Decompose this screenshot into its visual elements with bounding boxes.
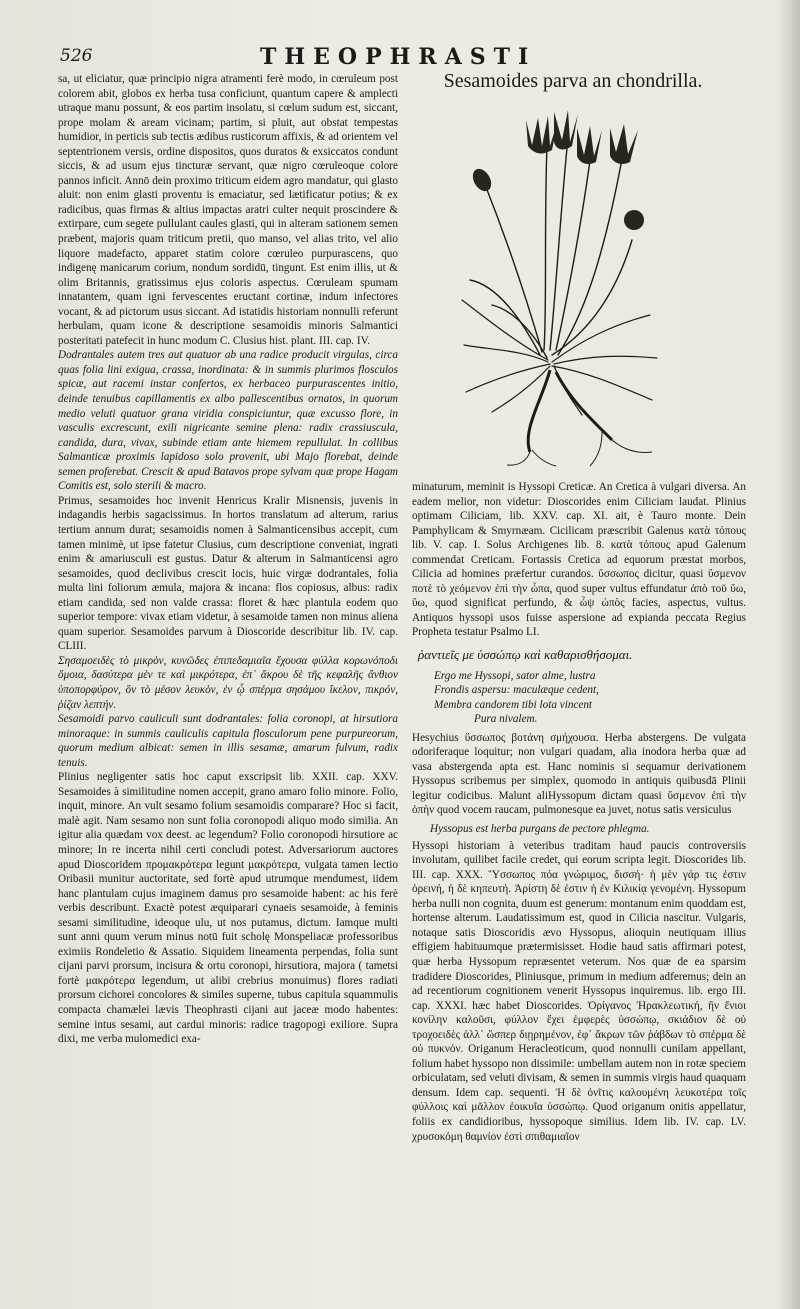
- latin-verse: [434, 669, 746, 727]
- right-paragraph: minaturum, meminit is Hyssopi Creticæ. An Cretica à vulgari diversa. An eadem melior, non videtur: Dioscorides enim Ciliciam laudat. Plinius optimam Ciliciam, lib. XXV. cap. XI. ait, è Tauro monte. Dein Pamphylicam & Smyrnæam. Cicilicam præscribit Galenus κατὰ τόπους lib. V. cap. I. Solus Archigenes lib. 8. κατὰ τόπους apud Galenum commendat Creticam. Fortassis Cretica ad equorum præstat morbos, Cilicia ad homines præfertur curandos. ὕσσωπος dicitur, quasi ὕσμενον ποτὲ τὸ χεόμενον ἐπὶ τὴν ὦπα, quod super vultus effundatur ἀπὸ τοῦ ὕω, ὕω, quod significat perfundo, & ὦψ ὠπὸς facies, aspectus, vultus. Antiquos hyssopi usos fuisse aspersione ad expianda peccata Regius Propheta testatur Psalmo LI.: [412, 481, 746, 639]
- left-paragraph: Sesamoidi parvo cauliculi sunt dodrantales: folia coronopi, at hirsutiora minoraque: in summis cauliculis capitula flosculorum pene purpureorum, quorum medium albicat: semen in illis sesamæ, amarum fulvum, radix tenuis.: [58, 713, 398, 769]
- page-number: 526: [60, 46, 93, 66]
- left-paragraph: sa, ut eliciatur, quæ principio nigra atramenti ferè modo, in cœruleum post colorem abit, globos ex herba tusa conficiunt, quantum capere & amplecti utraque manu possunt, & eos partim insolatu, si cœlum sudum est, siccant, prope molam & aream vicinam; partim, si pluit, aut obstat tempestas humidior, in perticis sub tectis ædibus rusticorum affixis, & ad orientem vel septentrionem versis, ordine dispositos, quos duratos & exsiccatos condunt siccis, & ad usum ejus tincturæ servant, quæ nigro cœruleoque colore pannos inficit. Annō dein proximo triticum eidem agro mandatur, qui glasto aluit: non enim glasti proventu is emaciatur, sed lætificatur potius; & ex radicibus, quas firmas & altius impactas aratri culter nequit proscindere & extirpare, cum segete pullulant caules glasti, qui in alteram sationem semen præbent, majoris quam triticum pretii, quo manso, vel alias trito, vel alio liquore madefacto, apparet statim colore cœruleo purpurascens, quo indigenę manicarum corium, nondum sordidū, tingunt. Est enim illis, ut & olim Britannis, gratissimus ejus coloris aspectus. Cœruleam spumam innatantem, quam igni fervescentes eructant cortinæ, indum infectores vocant, & ad pictorum usus siccant. Ad istatidis historiam nonnulli referunt herbulam, quam icone & descriptione sesamoidis minoris Salmantici posteritati patefecit in hunc modum C. Clusius hist. plant. III. cap. IV.: [58, 73, 398, 347]
- right-paragraph: Hyssopi historiam à veteribus traditam haud paucis controversiis involutam, quilibet facile credet, qui eorum scripta legit. Dioscorides lib. III. cap. XXX. Ὕσσωπος πόα γνώριμος, δισσή· ἡ μὲν γάρ τις ἐστιν ὀρεινή, ἡ δὲ κηπευτή. Ἀρίστη δὲ ἐστιν ἡ ἐν Κιλικίᾳ γενομένη. Hyssopum herba nulli non cognita, duum est generum: montanum enim quoddam est, hortense alterum. Laudatissimum est, quod in Cilicia nascitur. Vulgaris, notaque satis Dioscoridis ævo Hyssopus, alioquin neutiquam illius effigiem habituumque prætermisisset. Hodie haud satis affirmari potest, quæ herba Hyssopum repræsentet veterum. Nos quæ de ea sparsim tradidere Dioscorides, Pliniusque, primum in medium adferemus; dein an ad recentiorum cognitionem venerit Hyssopus inquiremus. lib. ergo III. cap. XXXI. hæc habet Dioscorides. Ὀρίγανος Ἡρακλεωτική, ἣν ἔνιοι κονίλην καλοῦσι, φύλλον ἔχει ἐμφερὲς ὑσσώπῳ, σκιάδιον δὲ οὐ τροχοειδὲς ἀλλ᾽ ὥσπερ διῃρημένον, ἐφ᾽ ἄκρων τῶν ῥάβδων τὸ σπέρμα δὲ οὐ πυκνόν. Origanum Heracleoticum, quod nonnulli cunilam appellant, folium habet hyssopo non dissimile: umbellam autem non in rotæ speciem orbiculatam, sed veluti divisam, & semen in summis virgis haud quaquam densum. Idem cap. sequenti. Ἡ δὲ ὀνῖτις καλουμένη λευκοτέρα τοῖς φύλλοις καὶ μᾶλλον ἐοικυῖα ὑσσώπῳ. Quod origanum onitis appellatur, foliis ex candidioribus, hyssopoque similius. Idem lib. IV. cap. LV. χρυσοκόμη θαμνίον ἐστὶ σπιθαμιαῖον: [412, 839, 746, 1143]
- verse-line: Frondis aspersu: maculæque cedent,: [434, 684, 599, 697]
- verse-line: Pura nivalem.: [474, 713, 538, 726]
- running-title: THEOPHRASTI: [260, 44, 537, 70]
- right-column: [412, 480, 746, 1300]
- greek-verse: ῥαντιεῖς με ὑσσώπῳ καὶ καθαρισθήσομαι.: [418, 647, 633, 663]
- verse-line: Ergo me Hyssopi, sator alme, lustra: [434, 669, 596, 682]
- left-column: [58, 72, 398, 1294]
- left-paragraph: Plinius negligenter satis hoc caput exscripsit lib. XXII. cap. XXV. Sesamoides à similitudine nomen accepit, grano amaro folio minore. Folio, inquit, minore. An vult sesamo folium sesamoidis comparare? Hoc si facit, malè agit. Nam sesamo non sunt folia coronopodi aliquo modo similia. An igitur alia quædam vox deest. ac legendum? Folio coronopodi hirsutiore ac minore; In re incerta nihil certi concludi potest. Adversariorum auctores apud Dioscoridem προμακρότερα legunt μακρότερα, vulgata tamen lectio Oribasii munitur auctoritate, sed fortè apud utrumque mendumest, iidem hanc plantulam cujus imaginem damus pro sesamoide habent: ac his ferè verbis describunt. Exactè potest æquiparari cynaeis sesamoide, à feminis sesami similitudine, ideoque ulu, ut nos putamus, dictum. Iamque multi sunt anni quum verum minus notū fuit scholę Monspeliacæ professoribus eximiis Rondeletio & Assatio. Siquidem lineamenta perpendas, folia sunt cijani parvi prorsum, incisura & ortu coronopi, hirsutiora, majora ( tametsi fortè μακρότερα legendum, ut alibi crebrius monuimus) flores radiati prorsum cichorei concolores & similes superne, tubus capitula squammulis compacta chamælei lævis Theophrasti cijani aut jaceæ modo habentes: semine intus sesami, aut cardui minoris: radice tragopogi exiliore. Supra dixi, me verba mulomedici exa-: [58, 771, 398, 1046]
- illustration-caption: Sesamoides parva an chondrilla.: [443, 70, 703, 92]
- verse-line: Membra candorem tibi lota vincent: [434, 698, 593, 711]
- left-paragraph-greek: Σησαμοειδὲς τὸ μικρὸν, κυνῶδες ἐπιπεδαμιαῖα ἔχουσα φύλλα κορωνόποδι ὅμοια, δασύτερα μὲν τε καὶ μικρότερα, ἐπ᾽ ἄκρου δὲ τῆς κεφαλῆς ἄνθιον ὑποπορφύρον, ὃν τὸ μέσον λευκὸν, ἐν ᾧ σπέρμα σησάμου ἴκελον, πικρόν, ῥίζαν λεπτήν.: [58, 654, 398, 711]
- plant-woodcut: [452, 100, 667, 470]
- italic-maxim: Hyssopus est herba purgans de pectore phlegma.: [430, 823, 650, 836]
- right-paragraph: Hesychius ὕσσωπος βοτάνη σμήχουσα. Herba abstergens. De vulgata odoriferaque loquitur; non vulgari quadam, alia inodora herba quæ ad vasa abstergenda apta est. Hanc nominis si sequamur derivationem Hyssopus scribemus per simplex, quomodo in antiquis quibusdā Plinii legitur codicibus. Malunt aliHyssopum dictam quasi ὕσμενον ἐπὶ τὴν ὀπὴν quod vocem raucam, pulmonesque ea juvet, notus satis versiculus: [412, 731, 746, 817]
- left-paragraph: Primus, sesamoides hoc invenit Henricus Kralir Misnensis, juvenis in indagandis herbis sagacissimus. In hortos translatum ad alterum, rarius tertium annum durat; sesamoidis nomen à Salmanticensibus accepit, cum tamen minimè, ut ipse fatetur Clusius, cum descriptione conveniat, ingrati enim & amariusculi est gustus. Datur & alterum in Salmanticensi agro sesamoides, quod declivibus crescit locis, huic virgæ dodrantales, folia multa lini foliorum æmula, majora & incana: flos copiosus, albus: radix etiam candida, sed non valde crassa: floret & hæc plantula eodem quo superior tempore: vivax etiam videtur, à sesamoide tamen non minus aliena quam superior. Sesamoides parvum à Dioscoride describitur lib. IV. cap. CLIII.: [58, 494, 398, 653]
- running-head: [60, 46, 750, 70]
- left-paragraph: Dodrantales autem tres aut quatuor ab una radice producit virgulas, circa quas folia lini exigua, crassa, inordinata: & in summis plurimos flosculos spicæ, aut racemi instar confertos, ex herbaceo purpurascentes initio, deinde tenuibus capillamentis ex albo pallescentibus ornatos, in quorum medio veluti quatuor grana viridia conspiciuntur, quæ excusso flore, in vasculis excrescunt, exili nigricante semine plena: radix crassiuscula, candida, dura, vivax, subinde etiam ante hiemem repullulat. In collibus Salmanticæ proximis lapidoso solo provenit, ubi Majo florebat, deinde semen proferebat. Crescit & apud Batavos prope sylvam quæ prope Hagam Comitis est, solo sterili & macro.: [58, 349, 398, 493]
